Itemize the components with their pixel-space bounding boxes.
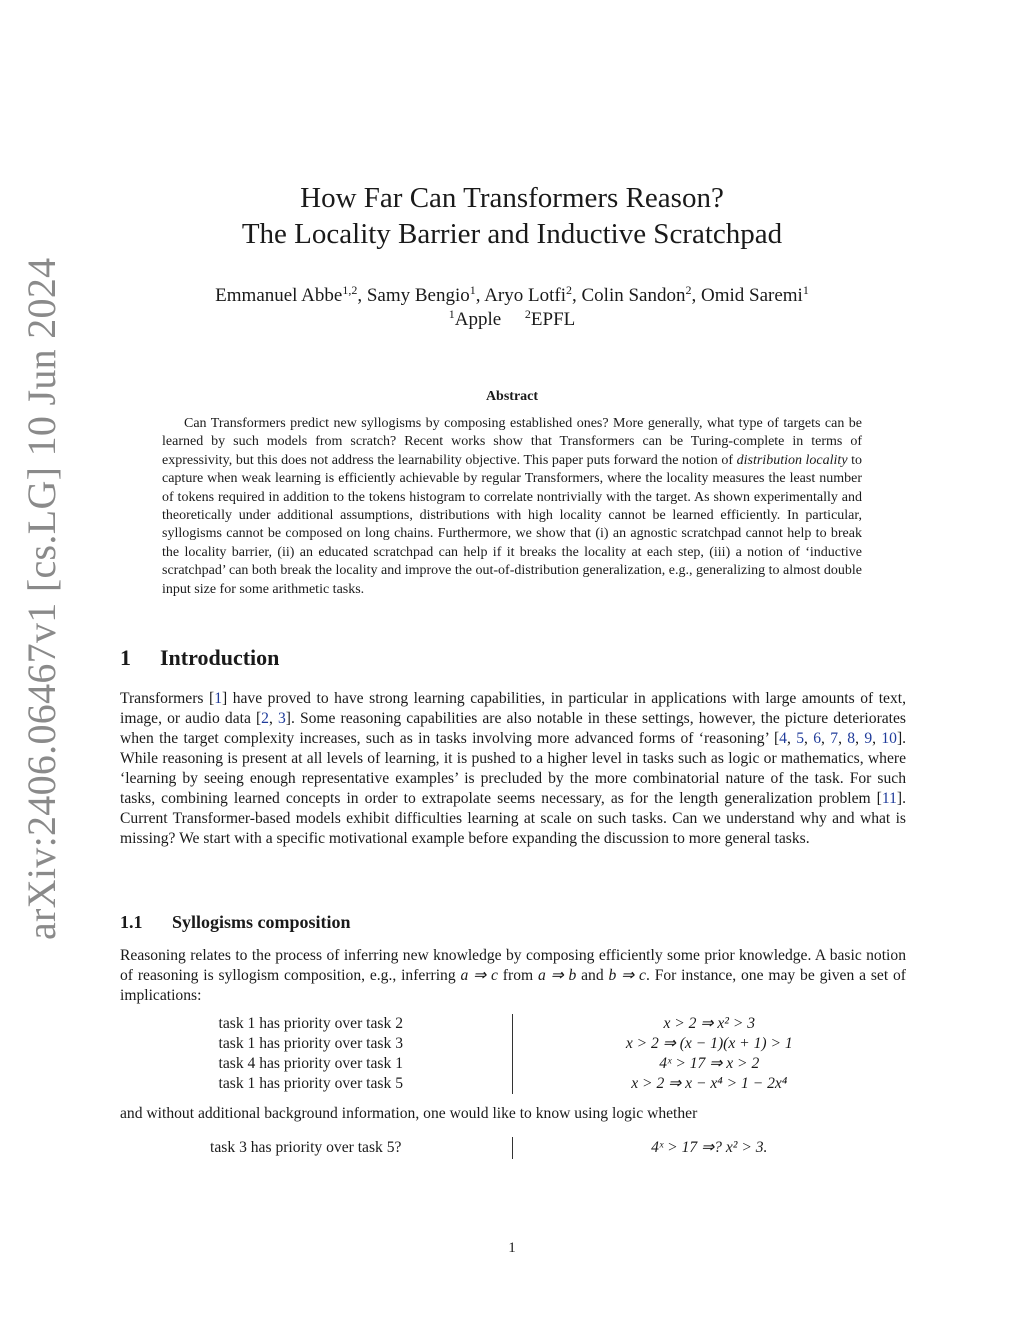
separator: ,	[475, 285, 485, 306]
syllogism-paragraph	[120, 946, 906, 1006]
affiliations	[0, 308, 1024, 332]
citation-link[interactable]: 2	[261, 710, 269, 727]
query-math: 4ˣ > 17 ⇒? x² > 3.	[512, 1137, 906, 1159]
citation-link[interactable]: 6	[813, 730, 822, 747]
subsection-number: 1.1	[120, 912, 143, 932]
separator: ,	[691, 285, 701, 306]
abstract-heading: Abstract	[485, 389, 539, 404]
paragraph-text: from	[497, 967, 538, 984]
affiliation-mark: 1,2	[342, 283, 358, 297]
paragraph-text: ] have proved to have strong learning capabilities, in particular in applications with large amounts of text, image, or audio data [	[120, 690, 906, 727]
inline-math: a ⇒ c	[460, 967, 498, 984]
abstract-text: Can Transformers predict new syllogisms by composing established ones? More generally, what type of targets can be learned by such models from scratch? Recent works show that Transformers can be Turing-complete in terms of expressivity, but this does not address the learnability objective. This paper puts forward the notion of	[162, 416, 862, 468]
query-table	[120, 1137, 906, 1159]
task-statement: task 1 has priority over task 2	[218, 1015, 403, 1032]
paragraph-text: Reasoning relates to the process of inferring new knowledge by composing efficiently some prior knowledge. A basic notion of reasoning is syllogism composition, e.g., inferring	[120, 947, 906, 984]
affiliation-mark: 2	[566, 283, 572, 297]
affiliation-apple: Apple	[454, 309, 502, 330]
query-task: task 3 has priority over task 5?	[210, 1139, 402, 1156]
citation-link[interactable]: 1	[214, 690, 222, 707]
paragraph-text: . For instance, one may be given a set of implications:	[120, 967, 906, 1004]
query-row	[120, 1137, 906, 1159]
math-implication: x > 2 ⇒ x − x⁴ > 1 − 2x⁴	[512, 1074, 907, 1094]
separator: ,	[572, 285, 582, 306]
author-name: Colin Sandon	[581, 285, 686, 306]
affiliation-mark: 2	[685, 283, 692, 297]
subsection-title: Syllogisms composition	[172, 912, 351, 932]
paragraph-text: ]. While reasoning is present at all levels of learning, it is pushed to a higher level in tasks such as logic or mathematics, where ‘learning by seeing enough representative examples’ is precluded by the more combinatorial nature of the task. For such tasks, combining learned concepts in order to extrapolate seems necessary, as for the length generalization problem [	[120, 730, 907, 807]
implications-table	[120, 1014, 906, 1094]
author-name: Aryo Lotfi	[484, 285, 566, 306]
abstract-text: to capture when weak learning is efficiently achievable by regular Transformers, where the locality measures the least number of tokens required in addition to the tokens histogram to correlate nontrivially with the target. As shown experimentally and theoretically under additional assumptions, distributions with high locality cannot be learned efficiently. In particular, syllogisms cannot be composed on long chains. Furthermore, we show that (i) an agnostic scratchpad cannot help to break the locality barrier, (ii) an educated scratchpad can help if it breaks the locality at each step, (iii) a notion of ‘inductive scratchpad’ can both break the locality and improve the out-of-distribution generalization, e.g., generalizing to almost double input size for some arithmetic tasks.	[162, 452, 862, 597]
citation-link[interactable]: 3	[277, 710, 286, 727]
math-implication: x > 2 ⇒ (x − 1)(x + 1) > 1	[512, 1034, 907, 1054]
citation-link[interactable]: 7	[830, 730, 839, 747]
math-implication: x > 2 ⇒ x² > 3	[512, 1014, 907, 1034]
citation-link[interactable]: 8	[847, 730, 856, 747]
math-implication: 4ˣ > 17 ⇒ x > 2	[512, 1054, 907, 1074]
title-line-2: The Locality Barrier and Inductive Scratchpad	[241, 218, 783, 250]
page-number: 1	[508, 1240, 516, 1256]
title-line-1: How Far Can Transformers Reason?	[300, 182, 724, 214]
query-intro-paragraph: and without additional background information, one would like to know using logic whether	[120, 1105, 698, 1122]
separator: ,	[357, 285, 367, 306]
affiliation-mark: 2	[524, 307, 531, 321]
implication-row	[120, 1054, 906, 1074]
citation-link[interactable]: 11	[881, 790, 897, 807]
paragraph-text: ]. Current Transformer-based models exhibit difficulties learning at scale on such tasks. Can we understand why and what is missing? We start with a specific motivational example before expanding the discussion to more general tasks.	[120, 790, 906, 847]
author-list	[0, 284, 1024, 308]
task-statement: task 1 has priority over task 5	[218, 1075, 403, 1092]
task-statement: task 4 has priority over task 1	[218, 1055, 403, 1072]
implication-row	[120, 1014, 906, 1034]
subsection-heading-syllogisms	[120, 912, 351, 933]
affiliation-epfl: EPFL	[530, 309, 576, 330]
arxiv-identifier: arXiv:2406.06467v1 [cs.LG] 10 Jun 2024	[19, 257, 64, 940]
paper-title	[0, 180, 1024, 252]
citation-link[interactable]: 4	[779, 730, 787, 747]
implication-row	[120, 1034, 906, 1054]
section-heading-introduction	[120, 645, 279, 671]
inline-math: a ⇒ b	[537, 967, 577, 984]
section-number: 1	[120, 645, 131, 670]
inline-math: b ⇒ c	[608, 967, 646, 984]
abstract-emphasis: distribution locality	[736, 452, 848, 468]
intro-paragraph: Transformers [1] have proved to have strong learning capabilities, in particular in applications with large amounts of text, image, or audio data [2, 3]. Some reasoning capabilities are also notable in these settings, however, the picture deteriorates when the target complexity increases, such as in tasks involving more advanced forms of ‘reasoning’ [4, 5, 6, 7, 8, 9, 10]. While reasoning is present at all levels of learning, it is pushed to a higher level in tasks such as logic or mathematics, where ‘learning by seeing enough representative examples’ is precluded by the more combinatorial nature of the task. For such tasks, combining learned concepts in order to extrapolate seems necessary, as for the length generalization problem [11]. Current Transformer-based models exhibit difficulties learning at scale on such tasks. Can we understand why and what is missing? We start with a specific motivational example before expanding the discussion to more general tasks.	[120, 690, 907, 847]
author-name: Omid Saremi	[700, 285, 803, 306]
citation-link[interactable]: 5	[796, 730, 804, 747]
author-block	[0, 284, 1024, 332]
affiliation-mark: 1	[448, 307, 455, 321]
author-name: Emmanuel Abbe	[215, 285, 343, 306]
affiliation-mark: 1	[802, 283, 809, 297]
paragraph-text: Transformers [	[120, 690, 215, 707]
paragraph-text: ]. Some reasoning capabilities are also notable in these settings, however, the picture deteriorates when the target complexity increases, such as in tasks involving more advanced forms of ‘reasoning’ [	[120, 710, 907, 747]
implication-row	[120, 1074, 906, 1094]
paragraph-text: and	[576, 967, 609, 984]
section-title: Introduction	[160, 645, 280, 670]
task-statement: task 1 has priority over task 3	[218, 1035, 403, 1052]
abstract-body	[162, 415, 862, 599]
citation-link[interactable]: 9	[864, 730, 873, 747]
affiliation-mark: 1	[469, 283, 476, 297]
citation-link[interactable]: 10	[881, 730, 897, 747]
author-name: Samy Bengio	[366, 285, 470, 306]
